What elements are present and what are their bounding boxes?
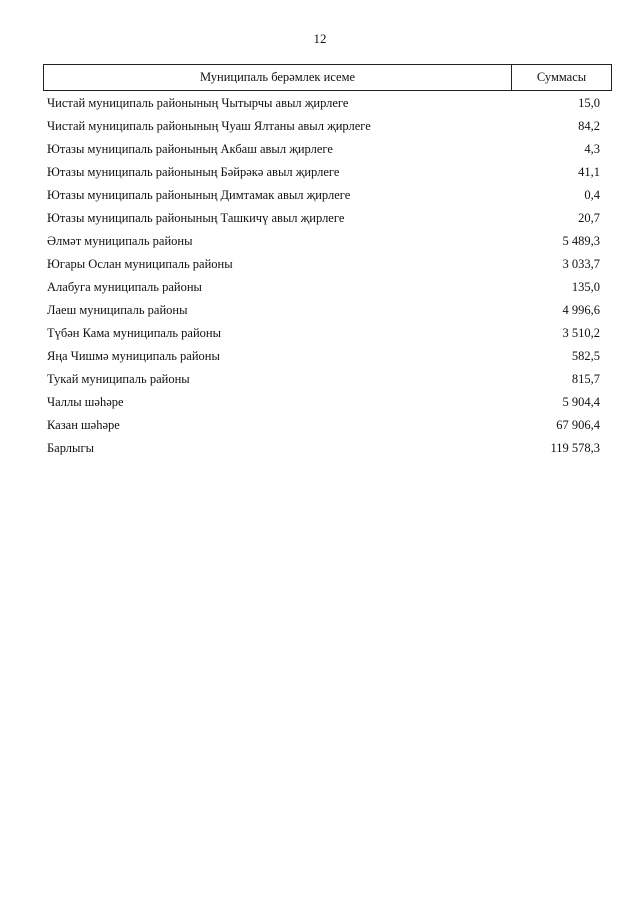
header-name-column: Муниципаль берәмлек исеме — [44, 65, 512, 90]
row-name: Чаллы шәһәре — [47, 395, 124, 409]
table-row-total — [47, 437, 600, 460]
row-name: Ютазы муниципаль районының Ташкичү авыл җирлеге — [47, 211, 345, 225]
row-name: Казан шәһәре — [47, 418, 120, 432]
row-name: Чистай муниципаль районының Чуаш Ялтаны авыл җирлеге — [47, 119, 371, 133]
row-value: 4 996,6 — [562, 303, 600, 317]
row-name: Чистай муниципаль районының Чытырчы авыл җирлеге — [47, 96, 349, 110]
row-name: Яңа Чишмә муниципаль районы — [47, 349, 220, 363]
table-row — [47, 414, 600, 437]
row-value: 3 510,2 — [562, 326, 600, 340]
table-row — [47, 368, 600, 391]
row-name: Тукай муниципаль районы — [47, 372, 190, 386]
table-row — [47, 138, 600, 161]
table-row — [47, 230, 600, 253]
table-row — [47, 391, 600, 414]
row-name: Ютазы муниципаль районының Бәйрәкә авыл җирлеге — [47, 165, 340, 179]
row-name: Алабуга муниципаль районы — [47, 280, 202, 294]
row-value: 84,2 — [578, 119, 600, 133]
row-name: Әлмәт муниципаль районы — [47, 234, 193, 248]
table-row — [47, 184, 600, 207]
row-value: 582,5 — [571, 349, 600, 363]
row-value: 815,7 — [571, 372, 600, 386]
table-row — [47, 299, 600, 322]
table-row — [47, 161, 600, 184]
table-row — [47, 322, 600, 345]
total-label: Барлыгы — [47, 441, 94, 455]
row-value: 3 033,7 — [562, 257, 600, 271]
table-row — [47, 92, 600, 115]
table-body — [47, 92, 600, 460]
row-value: 135,0 — [571, 280, 600, 294]
row-value: 15,0 — [578, 96, 600, 110]
row-value: 0,4 — [584, 188, 600, 202]
row-value: 20,7 — [578, 211, 600, 225]
row-value: 5 904,4 — [562, 395, 600, 409]
row-value: 5 489,3 — [562, 234, 600, 248]
table-header — [43, 64, 612, 91]
table-row — [47, 207, 600, 230]
row-name: Түбән Кама муниципаль районы — [47, 326, 221, 340]
row-value: 4,3 — [584, 142, 600, 156]
table-row — [47, 253, 600, 276]
page-number: 12 — [313, 31, 327, 46]
table-row — [47, 115, 600, 138]
row-name: Югары Ослан муниципаль районы — [47, 257, 233, 271]
row-value: 41,1 — [578, 165, 600, 179]
table-row — [47, 345, 600, 368]
row-name: Ютазы муниципаль районының Димтамак авыл җирлеге — [47, 188, 351, 202]
row-name: Ютазы муниципаль районының Акбаш авыл җирлеге — [47, 142, 333, 156]
row-name: Лаеш муниципаль районы — [47, 303, 188, 317]
table-row — [47, 276, 600, 299]
header-sum-column: Суммасы — [536, 70, 587, 84]
total-value: 119 578,3 — [550, 441, 600, 455]
row-value: 67 906,4 — [556, 418, 600, 432]
